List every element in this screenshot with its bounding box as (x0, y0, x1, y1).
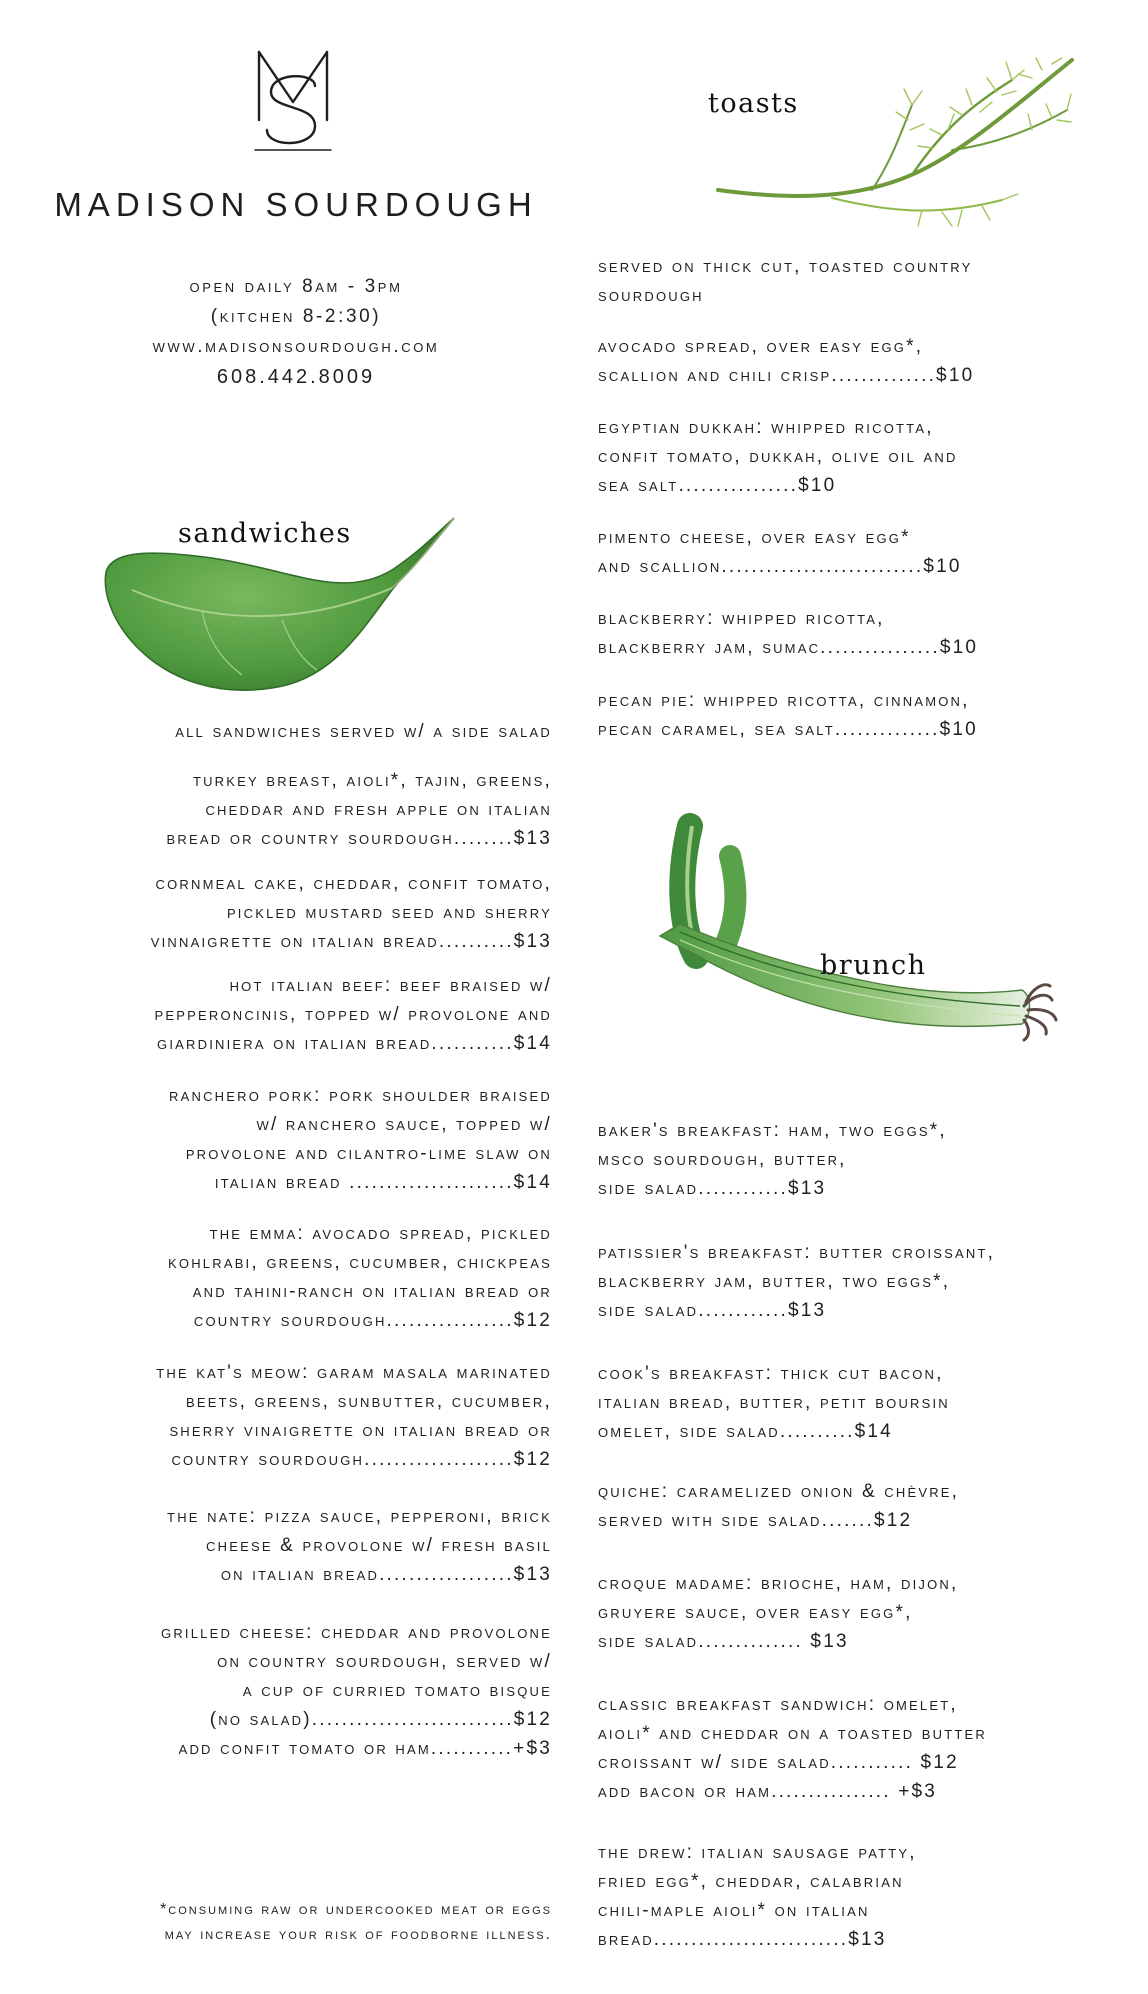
food-safety-footnote: *consuming raw or undercooked meat or eggs may increase your risk of foodborne illness. (160, 1901, 552, 1943)
brunch-item: the drew: italian sausage patty, fried egg*, cheddar, calabrian chili-maple aioli* on italian bread..........................$13 (598, 1842, 917, 1950)
sandwich-item: the kat's meow: garam masala marinated beets, greens, sunbutter, cucumber, sherry vinaigrette on italian bread or country sourdough....................$12 (156, 1362, 552, 1470)
sandwich-item: turkey breast, aioli*, tajin, greens, cheddar and fresh apple on italian bread or country sourdough........$13 (166, 770, 552, 849)
toast-item: pimento cheese, over easy egg* and scallion...........................$10 (598, 527, 962, 577)
sandwich-item: cornmeal cake, cheddar, confit tomato, pickled mustard seed and sherry vinnaigrette on italian bread..........$13 (150, 873, 552, 952)
toast-item: avocado spread, over easy egg*, scallion and chili crisp..............$10 (598, 336, 975, 386)
sandwiches-title: sandwiches (178, 518, 352, 549)
sandwich-item: hot italian beef: beef braised w/ pepperoncinis, topped w/ provolone and giardiniera on italian bread...........$14 (154, 975, 552, 1054)
toasts-title: toasts (708, 88, 799, 119)
restaurant-name: MADISON SOURDOUGH (54, 186, 538, 223)
website: www.madisonsourdough.com (152, 336, 440, 357)
scallion-illustration (640, 806, 1068, 1060)
brunch-item: patissier's breakfast: butter croissant, blackberry jam, butter, two eggs*, side salad............$13 (598, 1242, 996, 1321)
phone: 608.442.8009 (216, 366, 376, 388)
dill-sprig-illustration (712, 50, 1082, 246)
sandwich-item: grilled cheese: cheddar and provolone on country sourdough, served w/ a cup of curried tomato bisque (no salad)...........................$12 add confit tomato or ham...........+$3 (161, 1622, 552, 1759)
sandwich-item: ranchero pork: pork shoulder braised w/ ranchero sauce, topped w/ provolone and cilantro-lime slaw on italian bread ......................$14 (169, 1085, 552, 1193)
kitchen-hours: (kitchen 8-2:30) (210, 306, 382, 327)
toast-item: blackberry: whipped ricotta, blackberry jam, sumac................$10 (598, 608, 979, 658)
toast-item: egyptian dukkah: whipped ricotta, confit tomato, dukkah, olive oil and sea salt................$10 (598, 417, 958, 496)
ms-monogram-logo (245, 50, 341, 152)
restaurant-info (60, 272, 532, 392)
brunch-item: cook's breakfast: thick cut bacon, italian bread, butter, petit boursin omelet, side salad..........$14 (598, 1363, 950, 1442)
toast-item: pecan pie: whipped ricotta, cinnamon, pecan caramel, sea salt..............$10 (598, 690, 978, 740)
brunch-item: baker's breakfast: ham, two eggs*, msco sourdough, butter, side salad............$13 (598, 1120, 947, 1199)
sandwich-item: the emma: avocado spread, pickled kohlrabi, greens, cucumber, chickpeas and tahini-ranch on italian bread or country sourdough.................$12 (168, 1223, 552, 1331)
brunch-item: classic breakfast sandwich: omelet, aioli* and cheddar on a toasted butter croissant w/ side salad........... $12 add bacon or ham................ +$3 (598, 1694, 987, 1802)
sandwich-item: the nate: pizza sauce, pepperoni, brick cheese & provolone w/ fresh basil on italian bread..................$13 (167, 1506, 552, 1585)
brunch-item: quiche: caramelized onion & chèvre, served with side salad.......$12 (598, 1481, 960, 1531)
toasts-intro: served on thick cut, toasted country sourdough (598, 256, 973, 306)
brunch-title: brunch (820, 950, 927, 981)
hours: open daily 8am - 3pm (189, 276, 403, 297)
sandwiches-intro: all sandwiches served w/ a side salad (175, 721, 552, 742)
brunch-item: croque madame: brioche, ham, dijon, gruyere sauce, over easy egg*, side salad.............. $13 (598, 1573, 959, 1652)
